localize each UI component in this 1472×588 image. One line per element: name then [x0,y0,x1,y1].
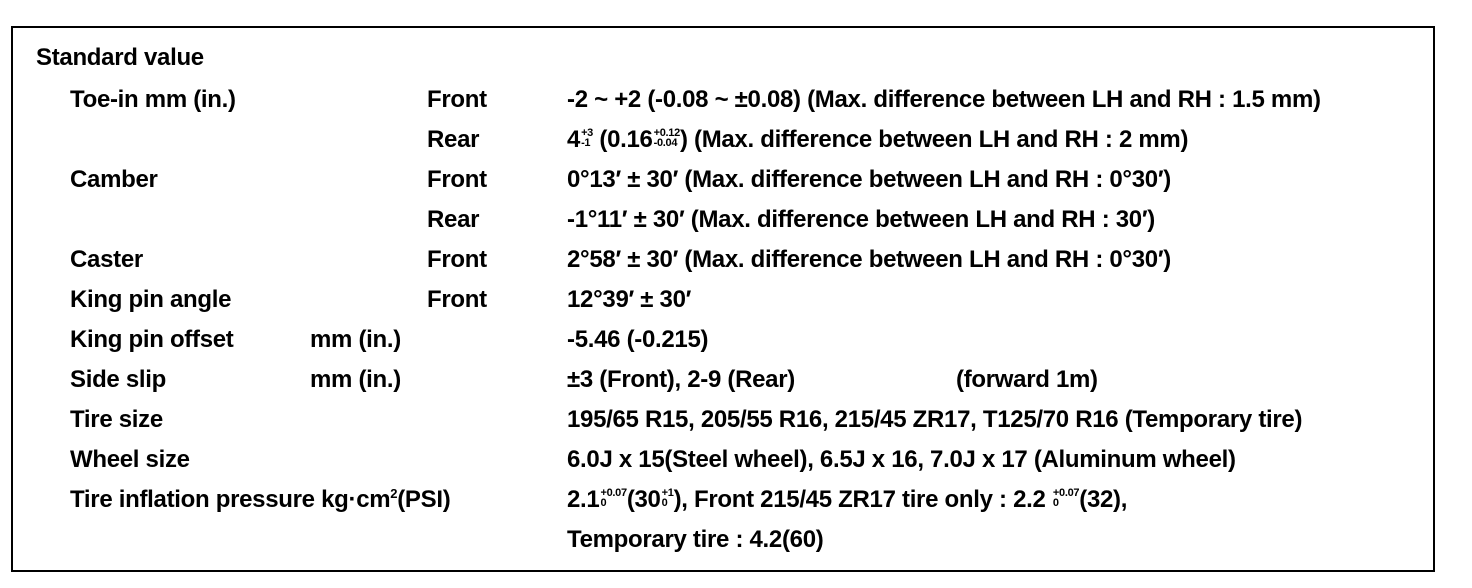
tolerance-stack: +3 -1 [581,126,594,149]
section-heading: Standard value [36,44,204,71]
row-label-wheel-size: Wheel size [70,446,190,473]
row-position-front: Front [427,86,487,113]
row-value-wheel-size: 6.0J x 15(Steel wheel), 6.5J x 16, 7.0J x 17 (Aluminum wheel) [567,446,1236,473]
tolerance-stack: +1 0 [661,486,674,509]
row-label-camber: Camber [70,166,158,193]
tolerance-stack: +0.07 0 [1052,486,1080,509]
tolerance-stack: +0.12 -0.04 [653,126,680,149]
row-value-tire-size: 195/65 R15, 205/55 R16, 215/45 ZR17, T125/70 R16 (Temporary tire) [567,406,1303,433]
row-position-front: Front [427,286,487,313]
row-value-toe-in-rear: 4 +3 -1 (0.16 +0.12 -0.04 ) (Max. difference between LH and RH : 2 mm) [567,126,1189,153]
row-value-temporary-tire-pressure: Temporary tire : 4.2(60) [567,526,824,553]
row-position-front: Front [427,246,487,273]
row-label-toe-in: Toe-in mm (in.) [70,86,236,113]
row-label-side-slip: Side slip [70,366,166,393]
row-value-caster-front: 2°58′ ± 30′ (Max. difference between LH and RH : 0°30′) [567,246,1171,273]
row-value-king-pin-offset: -5.46 (-0.215) [567,326,709,353]
row-note-side-slip: (forward 1m) [956,366,1098,393]
row-label-king-pin-angle: King pin angle [70,286,232,313]
row-label-tire-size: Tire size [70,406,163,433]
row-value-tire-inflation-pressure: 2.1 +0.07 0 (30 +1 0 ), Front 215/45 ZR17 tire only : 2.2 +0.07 0 (32), [567,486,1128,513]
row-value-camber-rear: -1°11′ ± 30′ (Max. difference between LH and RH : 30′) [567,206,1155,233]
row-unit: mm (in.) [310,326,401,353]
tolerance-stack: +0.07 0 [600,486,627,509]
row-position-rear: Rear [427,206,480,233]
row-label-tire-inflation-pressure: Tire inflation pressure $kg\cdot cm^2(PSI)$ [70,486,451,513]
row-value-camber-front: 0°13′ ± 30′ (Max. difference between LH and RH : 0°30′) [567,166,1171,193]
row-unit: mm (in.) [310,366,401,393]
row-label-king-pin-offset: King pin offset [70,326,234,353]
row-value-king-pin-angle: 12°39′ ± 30′ [567,286,692,313]
row-value-side-slip: ±3 (Front), 2-9 (Rear) [567,366,795,393]
row-label-caster: Caster [70,246,143,273]
row-value-toe-in-front: -2 ~ +2 (-0.08 ~ ±0.08) (Max. difference between LH and RH : 1.5 mm) [567,86,1321,113]
row-position-rear: Rear [427,126,480,153]
row-position-front: Front [427,166,487,193]
